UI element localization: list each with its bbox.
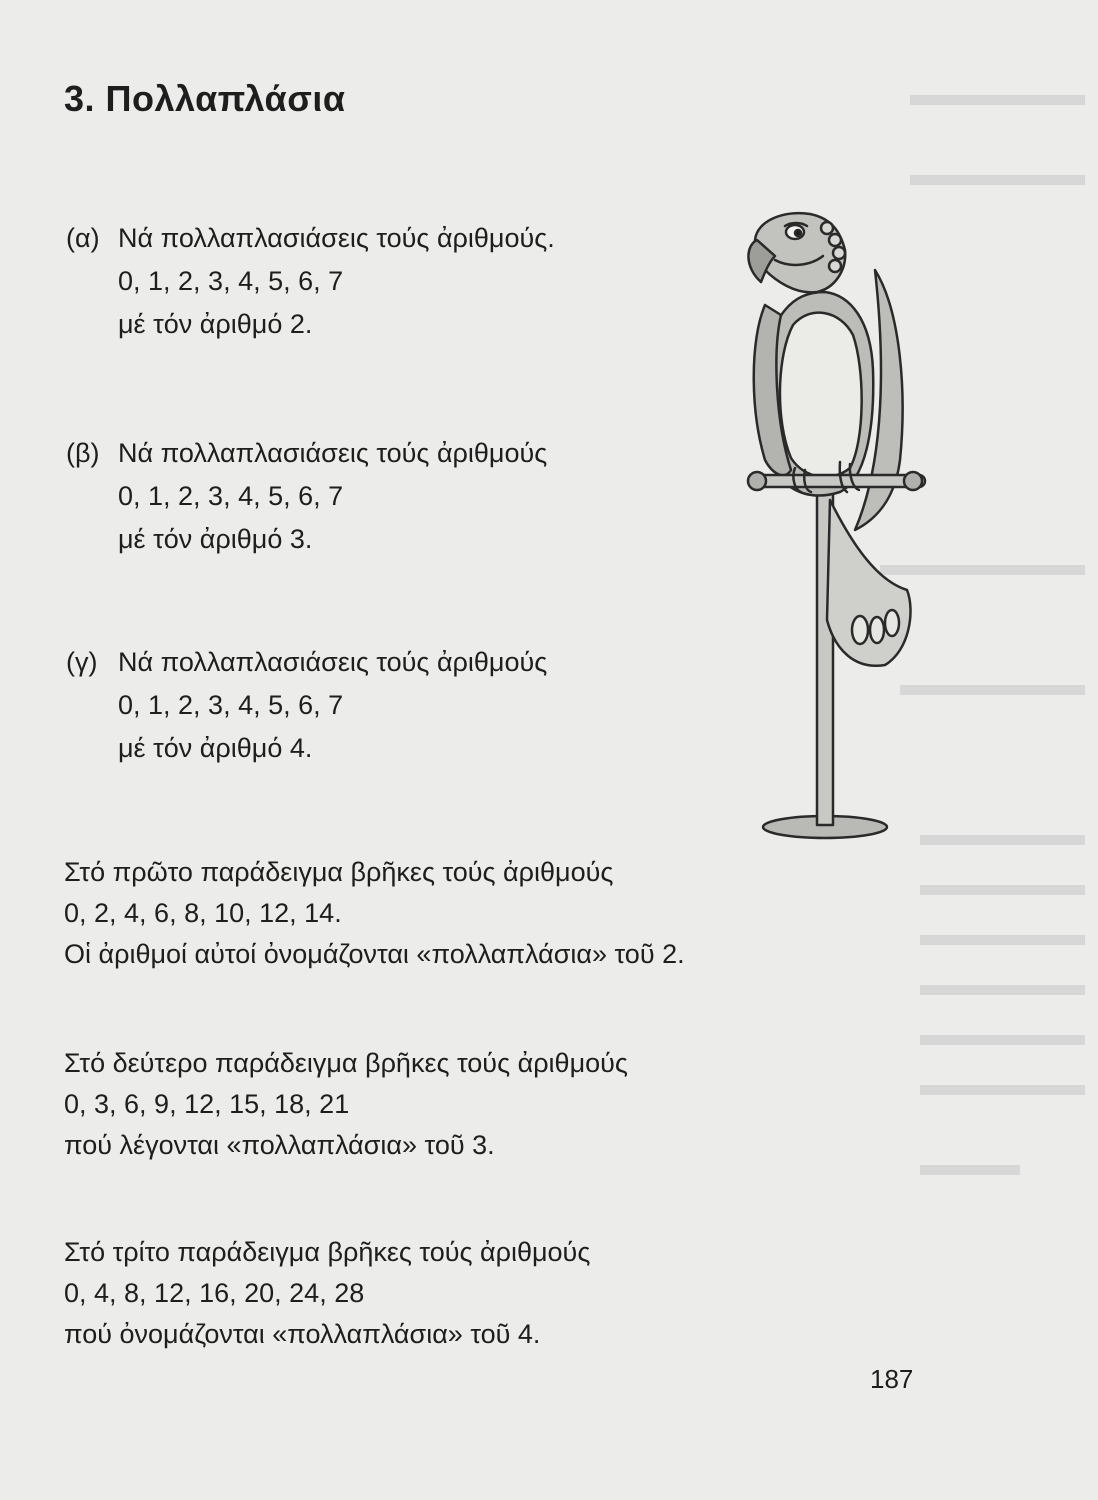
exercise-label: (β) xyxy=(66,438,100,468)
summary-numbers: 0, 3, 6, 9, 12, 15, 18, 21 xyxy=(64,1089,350,1119)
summary-intro: Στό πρῶτο παράδειγμα βρῆκες τούς ἀριθμούς xyxy=(64,857,614,887)
summary-intro: Στό δεύτερο παράδειγμα βρῆκες τούς ἀριθμούς xyxy=(64,1048,628,1078)
exercise-numbers: 0, 1, 2, 3, 4, 5, 6, 7 xyxy=(118,266,344,296)
summary-conclusion: πού λέγονται «πολλαπλάσια» τοῦ 3. xyxy=(64,1130,495,1160)
exercise-instruction: Νά πολλαπλασιάσεις τούς ἀριθμούς xyxy=(118,647,548,677)
exercise-multiplier: μέ τόν ἀριθμό 3. xyxy=(118,524,313,554)
summary-third xyxy=(64,1232,590,1355)
exercise-instruction: Νά πολλαπλασιάσεις τούς ἀριθμούς xyxy=(118,438,548,468)
exercise-label: (γ) xyxy=(66,647,98,677)
exercise-numbers: 0, 1, 2, 3, 4, 5, 6, 7 xyxy=(118,481,344,511)
section-title: 3. Πολλαπλάσια xyxy=(64,78,346,119)
summary-intro: Στό τρίτο παράδειγμα βρῆκες τούς ἀριθμούς xyxy=(64,1237,591,1267)
summary-conclusion: πού ὀνομάζονται «πολλαπλάσια» τοῦ 4. xyxy=(64,1319,541,1349)
exercise-c xyxy=(66,641,547,770)
exercise-label: (α) xyxy=(66,223,100,253)
summary-first xyxy=(64,852,685,975)
summary-second xyxy=(64,1043,628,1166)
exercise-multiplier: μέ τόν ἀριθμό 2. xyxy=(118,309,313,339)
exercise-instruction: Νά πολλαπλασιάσεις τούς ἀριθμούς. xyxy=(118,223,555,253)
exercise-numbers: 0, 1, 2, 3, 4, 5, 6, 7 xyxy=(118,690,344,720)
parrot-on-perch-icon xyxy=(735,200,935,855)
summary-numbers: 0, 2, 4, 6, 8, 10, 12, 14. xyxy=(64,898,342,928)
summary-conclusion: Οἱ ἀριθμοί αὐτοί ὀνομάζονται «πολλαπλάσια» τοῦ 2. xyxy=(64,939,685,969)
exercise-a xyxy=(66,217,555,346)
page-number: 187 xyxy=(870,1364,914,1394)
summary-numbers: 0, 4, 8, 12, 16, 20, 24, 28 xyxy=(64,1278,365,1308)
exercise-multiplier: μέ τόν ἀριθμό 4. xyxy=(118,733,313,763)
exercise-b xyxy=(66,432,547,561)
